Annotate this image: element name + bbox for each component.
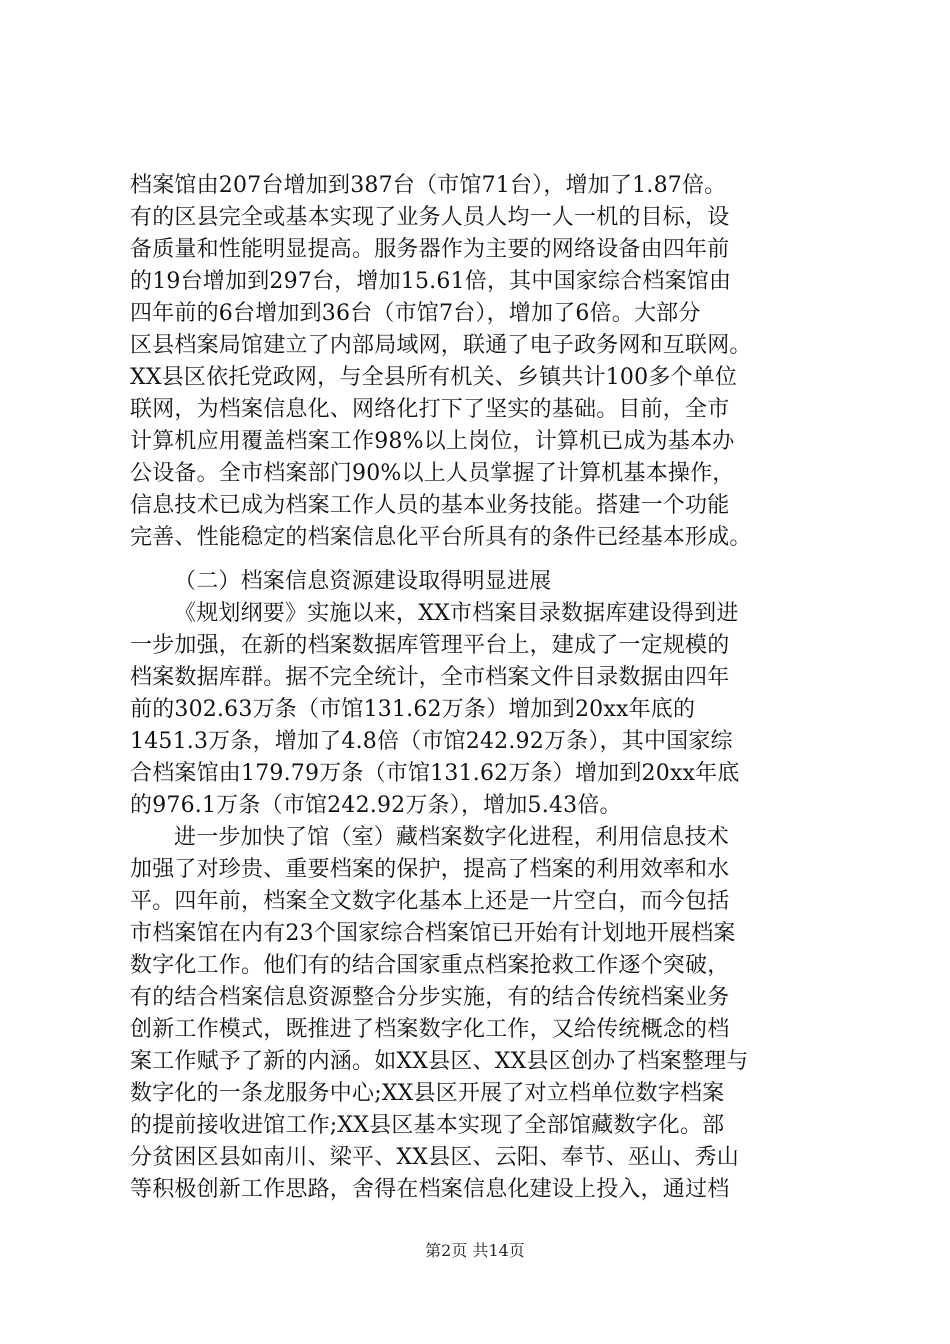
text-line: 信息技术已成为档案工作人员的基本业务技能。搭建一个功能 [130, 493, 730, 518]
text-line: 一步加强，在新的档案数据库管理平台上，建成了一定规模的 [130, 633, 730, 658]
text-line: 数字化工作。他们有的结合国家重点档案抢救工作逐个突破， [130, 953, 730, 978]
text-line: 数字化的一条龙服务中心;XX县区开展了对立档单位数字档案 [130, 1081, 725, 1106]
text-line: 完善、性能稳定的档案信息化平台所具有的条件已经基本形成。 [130, 525, 752, 550]
text-line: 有的结合档案信息资源整合分步实施，有的结合传统档案业务 [130, 985, 730, 1010]
text-line: 计算机应用覆盖档案工作98%以上岗位，计算机已成为基本办 [130, 429, 735, 454]
text-line: 的提前接收进馆工作;XX县区基本实现了全部馆藏数字化。部 [130, 1113, 725, 1138]
text-line: 公设备。全市档案部门90%以上人员掌握了计算机基本操作， [130, 461, 735, 486]
text-line: 备质量和性能明显提高。服务器作为主要的网络设备由四年前 [130, 237, 730, 262]
text-line: XX县区依托党政网，与全县所有机关、乡镇共计100多个单位 [130, 365, 738, 390]
text-line: 有的区县完全或基本实现了业务人员人均一人一机的目标，设 [130, 205, 730, 230]
text-line: 平。四年前，档案全文数字化基本上还是一片空白，而今包括 [130, 889, 730, 914]
text-line: 案工作赋予了新的内涵。如XX县区、XX县区创办了档案整理与 [130, 1049, 749, 1074]
paragraph-1 [130, 170, 830, 554]
text-line: 进一步加快了馆（室）藏档案数字化进程，利用信息技术 [174, 825, 730, 850]
text-line: 区县档案局馆建立了内部局域网，联通了电子政务网和互联网。 [130, 333, 752, 358]
text-line: 等积极创新工作思路，舍得在档案信息化建设上投入，通过档 [130, 1177, 730, 1202]
page-number-footer: 第2页 共14页 [425, 1241, 525, 1260]
paragraph-2 [130, 598, 830, 822]
text-line: 四年前的6台增加到36台（市馆7台），增加了6倍。大部分 [130, 301, 701, 326]
text-line: 加强了对珍贵、重要档案的保护，提高了档案的利用效率和水 [130, 857, 730, 882]
text-line: 联网，为档案信息化、网络化打下了坚实的基础。目前，全市 [130, 397, 730, 422]
text-line: 创新工作模式，既推进了档案数字化工作，又给传统概念的档 [130, 1017, 730, 1042]
text-line: 前的302.63万条（市馆131.62万条）增加到20xx年底的 [130, 697, 696, 722]
section-heading: （二）档案信息资源建设取得明显进展 [174, 569, 552, 594]
text-line: 的19台增加到297台，增加15.61倍，其中国家综合档案馆由 [130, 269, 732, 294]
text-line: 档案馆由207台增加到387台（市馆71台），增加了1.87倍。 [130, 173, 727, 198]
text-line: 分贫困区县如南川、梁平、XX县区、云阳、奉节、巫山、秀山 [130, 1145, 739, 1170]
text-line: 档案数据库群。据不完全统计，全市档案文件目录数据由四年 [130, 665, 730, 690]
text-line: 1451.3万条，增加了4.8倍（市馆242.92万条），其中国家综 [130, 729, 733, 754]
paragraph-3 [130, 822, 830, 1206]
text-line: 的976.1万条（市馆242.92万条），增加5.43倍。 [130, 793, 622, 818]
text-line: 合档案馆由179.79万条（市馆131.62万条）增加到20xx年底 [130, 761, 740, 786]
document-body [130, 170, 830, 1206]
text-line: 《规划纲要》实施以来，XX市档案目录数据库建设得到进 [174, 601, 739, 626]
text-line: 市档案馆在内有23个国家综合档案馆已开始有计划地开展档案 [130, 921, 736, 946]
paragraph-spacer [130, 554, 830, 566]
